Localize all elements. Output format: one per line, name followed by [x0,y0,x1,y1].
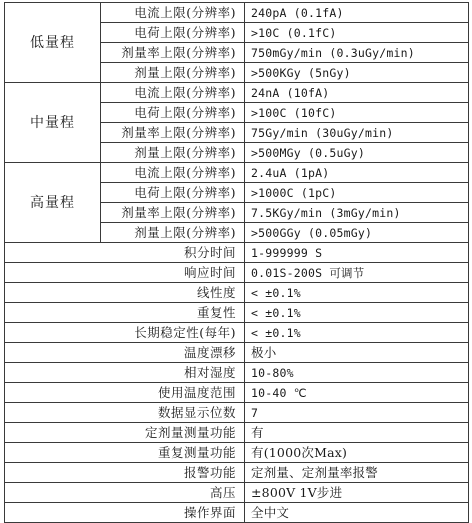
table-row [5,463,469,483]
spec-value: 全中文 [245,503,469,523]
spec-value: 0.01S-200S 可调节 [245,263,469,283]
param-value: 7.5KGy/min (3mGy/min) [245,203,469,223]
table-row [5,403,469,423]
spec-label: 响应时间 [5,263,245,283]
param-value: >500KGy (5nGy) [245,63,469,83]
spec-label: 重复测量功能 [5,443,245,463]
spec-value: 10-40 ℃ [245,383,469,403]
param-value: 240pA (0.1fA) [245,3,469,23]
spec-value: < ±0.1% [245,323,469,343]
param-label: 电荷上限(分辨率) [101,23,245,43]
spec-value: < ±0.1% [245,303,469,323]
spec-label: 线性度 [5,283,245,303]
param-value: 750mGy/min (0.3uGy/min) [245,43,469,63]
table-row [5,343,469,363]
param-value: 24nA (10fA) [245,83,469,103]
param-value: >500GGy (0.05mGy) [245,223,469,243]
param-value: >1000C (1pC) [245,183,469,203]
spec-value: 7 [245,403,469,423]
param-value: >500MGy (0.5uGy) [245,143,469,163]
param-label: 电流上限(分辨率) [101,3,245,23]
table-row [5,443,469,463]
spec-label: 温度漂移 [5,343,245,363]
param-value: >100C (10fC) [245,103,469,123]
param-label: 剂量率上限(分辨率) [101,203,245,223]
range-group-label-high: 高量程 [5,163,101,243]
spec-label: 积分时间 [5,243,245,263]
table-row [5,243,469,263]
table-row [5,283,469,303]
spec-label: 定剂量测量功能 [5,423,245,443]
param-label: 电荷上限(分辨率) [101,103,245,123]
spec-value: < ±0.1% [245,283,469,303]
range-group-label-low: 低量程 [5,3,101,83]
spec-label: 使用温度范围 [5,383,245,403]
table-row [5,263,469,283]
table-row [5,503,469,523]
table-row [5,423,469,443]
param-label: 电流上限(分辨率) [101,83,245,103]
spec-label: 操作界面 [5,503,245,523]
table-row [5,3,469,23]
param-value: 75Gy/min (30uGy/min) [245,123,469,143]
param-label: 剂量上限(分辨率) [101,223,245,243]
spec-value: ±800V 1V步进 [245,483,469,503]
param-label: 电荷上限(分辨率) [101,183,245,203]
spec-value: 1-999999 S [245,243,469,263]
spec-value: 有 [245,423,469,443]
spec-value: 10-80% [245,363,469,383]
param-label: 电流上限(分辨率) [101,163,245,183]
spec-table [4,2,469,523]
table-row [5,363,469,383]
table-row [5,163,469,183]
spec-label: 相对湿度 [5,363,245,383]
spec-value: 极小 [245,343,469,363]
table-row [5,303,469,323]
table-row [5,323,469,343]
table-row [5,83,469,103]
param-label: 剂量率上限(分辨率) [101,123,245,143]
param-label: 剂量上限(分辨率) [101,63,245,83]
param-value: 2.4uA (1pA) [245,163,469,183]
spec-label: 重复性 [5,303,245,323]
spec-label: 数据显示位数 [5,403,245,423]
table-row [5,383,469,403]
spec-value: 定剂量、定剂量率报警 [245,463,469,483]
param-label: 剂量上限(分辨率) [101,143,245,163]
param-label: 剂量率上限(分辨率) [101,43,245,63]
spec-value: 有(1000次Max) [245,443,469,463]
range-group-label-mid: 中量程 [5,83,101,163]
spec-label: 报警功能 [5,463,245,483]
param-value: >10C (0.1fC) [245,23,469,43]
spec-label: 高压 [5,483,245,503]
spec-label: 长期稳定性(每年) [5,323,245,343]
